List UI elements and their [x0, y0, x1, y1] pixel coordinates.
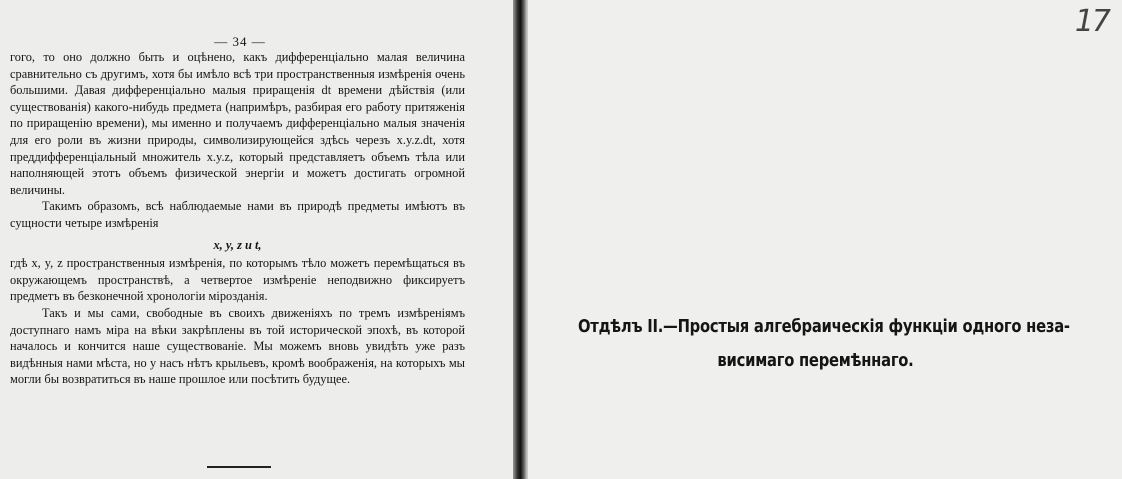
- heading-line-1: Отдѣлъ II.—Простыя алгебраическія функціи одного неза-: [578, 316, 1070, 337]
- paragraph-1: гого, то оно должно быть и оцѣнено, какъ дифференціально малая величина сравнительно съ другимъ, хотя бы имѣло всѣ три пространственныя измѣренія очень большими. Давая дифференціально малыя приращенія dt времени дѣйствія (или существованія) какого-нибудь предмета (напримѣръ, разбирая его работу притяженія по приращенію времени), мы именно и получаемъ дифференціально малыя значенія для его роли въ жизни природы, символизирующейся здѣсь черезъ x.y.z.dt, хотя преддифференціальный множитель x.y.z, который представляетъ объемъ тѣла или наполняющей этотъ объемъ физической энергіи и можетъ достигать огромной величины.: [10, 50, 465, 197]
- formula-line: x, y, z и t,: [213, 237, 262, 252]
- page-number: — 34 —: [214, 34, 266, 49]
- left-page: [0, 0, 513, 479]
- section-heading: [578, 310, 1070, 378]
- body-text: [10, 49, 465, 388]
- right-page: [527, 0, 1122, 479]
- book-spine-gutter: [513, 0, 527, 479]
- handwritten-folio-mark: 17: [1074, 4, 1109, 39]
- paragraph-3: гдѣ x, y, z пространственныя измѣренія, по которымъ тѣло можетъ перемѣщаться въ окружающемъ пространствѣ, а четвертое измѣреніе неподвижно фиксируетъ предметъ въ безконечной хронологіи мірозданія.: [10, 256, 465, 304]
- paragraph-2: Такимъ образомъ, всѣ наблюдаемые нами въ природѣ предметы имѣютъ въ сущности четыре измѣренія: [10, 199, 465, 230]
- paragraph-4: Такъ и мы сами, свободные въ своихъ движеніяхъ по тремъ измѣреніямъ доступнаго намъ міра на вѣки закрѣплены въ той исторической эпохѣ, въ которой началось и кончится наше существованіе. Мы можемъ вновь увидѣть уже разъ видѣнныя нами мѣста, но у насъ нѣтъ крыльевъ, кромѣ воображенія, на которыхъ мы могли бы возвратиться въ наше прошлое или посѣтить будущее.: [10, 305, 465, 387]
- heading-line-2: висимаго перемѣннаго.: [717, 350, 914, 371]
- end-rule-divider: [207, 466, 271, 468]
